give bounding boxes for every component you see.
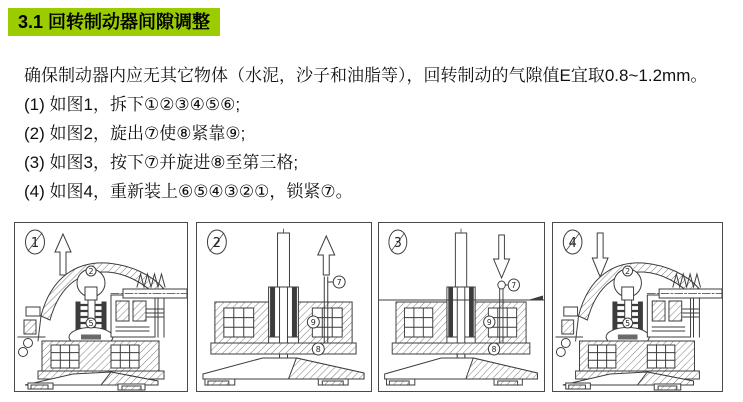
part-label-7 xyxy=(508,279,519,291)
figure-number-badge xyxy=(389,230,407,254)
part-label-7 xyxy=(333,276,345,288)
figure-number-badge xyxy=(26,230,45,254)
part-label-8 xyxy=(312,343,324,355)
down-arrow-icon xyxy=(494,235,510,278)
part-label-9 xyxy=(484,316,495,328)
figure-2 xyxy=(196,222,372,392)
step-2: (2) 如图2，旋出⑦使⑧紧靠⑨; xyxy=(24,124,246,143)
svg-text:8: 8 xyxy=(491,344,497,355)
step-4: (4) 如图4，重新装上⑥⑤④③②①，锁紧⑦。 xyxy=(24,182,353,201)
svg-text:7: 7 xyxy=(511,280,517,291)
figure-3-drawing xyxy=(379,223,544,391)
svg-text:3: 3 xyxy=(393,234,402,251)
step-1: (1) 如图1，拆下①②③④⑤⑥; xyxy=(24,95,241,114)
up-arrow-icon xyxy=(55,234,71,275)
intro-paragraph: 确保制动器内应无其它物体（水泥，沙子和油脂等），回转制动的气隙值E宜取0.8~1.2mm。 xyxy=(24,66,708,85)
svg-text:1: 1 xyxy=(30,236,40,251)
down-arrow-icon xyxy=(592,233,608,277)
svg-text:9: 9 xyxy=(486,317,492,328)
part-label-9 xyxy=(307,316,319,328)
svg-text:4: 4 xyxy=(568,235,577,252)
step-3: (3) 如图3，按下⑦并旋进⑧至第三格; xyxy=(24,153,299,172)
svg-text:2: 2 xyxy=(88,267,94,276)
part-label-5 xyxy=(86,318,96,328)
svg-text:2: 2 xyxy=(625,266,631,277)
svg-text:5: 5 xyxy=(625,318,631,329)
svg-text:8: 8 xyxy=(315,344,321,355)
figure-4 xyxy=(552,222,723,392)
part-label-2 xyxy=(86,266,96,276)
part-label-2 xyxy=(623,266,633,276)
figure-4-drawing xyxy=(553,223,722,391)
up-arrow-icon xyxy=(318,236,335,275)
svg-text:7: 7 xyxy=(336,277,342,288)
figure-1-drawing xyxy=(15,223,187,391)
figure-3 xyxy=(378,222,545,392)
svg-text:5: 5 xyxy=(88,319,94,328)
figure-2-drawing xyxy=(197,223,371,391)
figure-number-badge xyxy=(207,230,226,254)
svg-text:2: 2 xyxy=(212,235,221,252)
svg-text:9: 9 xyxy=(310,317,316,328)
section-heading: 3.1 回转制动器间隙调整 xyxy=(8,8,220,36)
figure-1 xyxy=(14,222,188,392)
figure-number-badge xyxy=(563,230,582,254)
part-label-5 xyxy=(623,318,633,328)
part-label-8 xyxy=(488,343,499,355)
